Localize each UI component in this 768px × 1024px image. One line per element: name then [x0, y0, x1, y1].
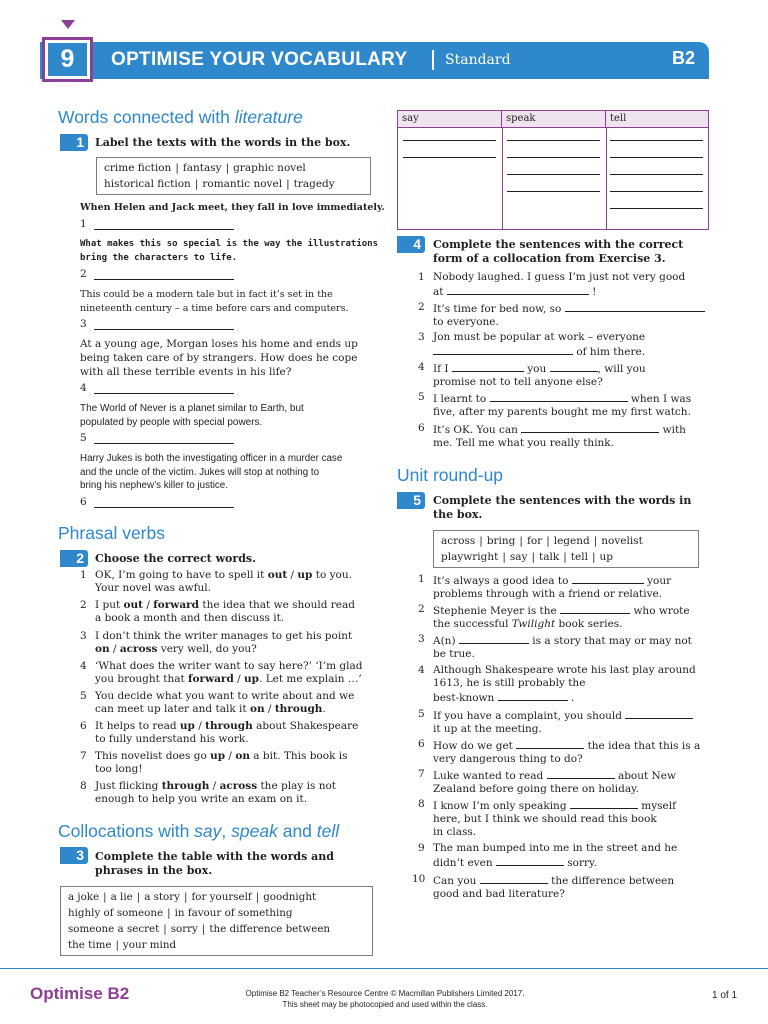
exercise-number-2: 2	[60, 550, 88, 567]
answer-blank[interactable]	[550, 361, 598, 372]
table-answer-line[interactable]	[507, 191, 600, 192]
table-answer-line[interactable]	[610, 174, 703, 175]
footer-brand: Optimise B2	[30, 984, 130, 1003]
option[interactable]: through	[274, 703, 323, 716]
unit-badge	[42, 37, 93, 82]
word-box-row: crime fiction | fantasy | graphic novel	[104, 162, 306, 174]
answer-number: 1	[80, 218, 87, 230]
answer-line-2[interactable]	[94, 279, 234, 280]
page-title: OPTIMISE YOUR VOCABULARY	[111, 49, 408, 70]
option[interactable]: through	[205, 720, 253, 732]
table-header-tell: tell	[606, 111, 708, 128]
exercise-3-instruction: Complete the table with the words and phrases in the box.	[95, 850, 334, 877]
table-answer-line[interactable]	[610, 140, 703, 141]
exercise-5-instruction: Complete the sentences with the words in the box.	[433, 494, 692, 521]
table-answer-line[interactable]	[610, 191, 703, 192]
table-header-speak: speak	[502, 111, 606, 128]
answer-blank[interactable]	[547, 768, 615, 779]
footer-divider	[0, 968, 768, 969]
level-code: B2	[672, 48, 696, 68]
answer-blank[interactable]	[516, 738, 584, 749]
section-heading-phrasal-verbs: Phrasal verbs	[58, 523, 165, 543]
option[interactable]: on	[95, 643, 110, 656]
text-6: Harry Jukes is both the investigating officer in a murder case and the uncle of the victim. Jukes will stop at nothing to bring his nephew’s killer to justice.	[80, 453, 343, 491]
table-answer-line[interactable]	[610, 208, 703, 209]
option[interactable]: through	[161, 780, 210, 792]
option[interactable]: up	[179, 720, 195, 732]
answer-blank[interactable]	[447, 284, 589, 295]
exercise-2-instruction: Choose the correct words.	[95, 552, 256, 565]
text-3: This could be a modern tale but in fact it’s set in the nineteenth century – a time before cars and computers.	[80, 289, 349, 314]
exercise-1-instruction: Label the texts with the words in the box.	[95, 136, 351, 149]
answer-blank[interactable]	[570, 798, 638, 809]
option[interactable]: up	[297, 569, 313, 581]
exercise-number-3: 3	[60, 847, 88, 864]
exercise-number-5: 5	[397, 492, 425, 509]
answer-line-1[interactable]	[94, 229, 234, 230]
option[interactable]: across	[119, 643, 158, 656]
option[interactable]: up	[244, 673, 260, 686]
exercise-4-instruction: Complete the sentences with the correct form of a collocation from Exercise 3.	[433, 238, 684, 265]
answer-blank[interactable]	[452, 361, 524, 372]
option[interactable]: on	[235, 750, 250, 762]
option[interactable]: across	[219, 780, 258, 792]
answer-blank[interactable]	[572, 573, 644, 584]
answer-blank[interactable]	[625, 708, 693, 719]
word-box-ex1	[96, 157, 371, 195]
answer-number: 5	[80, 432, 87, 444]
answer-blank[interactable]	[490, 391, 628, 402]
section-heading-unit-round-up: Unit round-up	[397, 465, 504, 485]
section-heading-literature: Words connected with literature	[58, 107, 303, 127]
answer-number: 3	[80, 318, 87, 330]
answer-number: 6	[80, 496, 87, 508]
page-number: 1 of 1	[712, 990, 738, 1001]
answer-number: 2	[80, 268, 87, 280]
answer-blank[interactable]	[496, 855, 564, 866]
word-box-ex5: across | bring | for | legend | novelist playwright | say | talk | tell | up	[433, 530, 699, 568]
option[interactable]: on	[249, 703, 265, 716]
answer-blank[interactable]	[459, 633, 529, 644]
word-box-row: historical fiction | romantic novel | tragedy	[104, 178, 335, 190]
table-answer-line[interactable]	[507, 140, 600, 141]
word-box-ex3: a joke | a lie | a story | for yourself | goodnight highly of someone | in favour of something someone a secret | sorry | the difference between the time | your mind	[60, 886, 373, 956]
exercise-number-1: 1	[60, 134, 88, 151]
option[interactable]: out	[267, 569, 288, 581]
text-5: The World of Never is a planet similar to Earth, but populated by people with special powers.	[80, 403, 304, 428]
option[interactable]: out	[123, 599, 144, 611]
unit-number: 9	[48, 43, 87, 76]
answer-number: 4	[80, 382, 87, 394]
header-divider	[432, 50, 434, 70]
section-heading-collocations: Collocations with say, speak and tell	[58, 821, 340, 841]
answer-blank[interactable]	[560, 603, 630, 614]
text-4: At a young age, Morgan loses his home and ends up being taken care of by strangers. How does he cope with all these terrible events in his life?	[80, 338, 358, 378]
table-answer-line[interactable]	[507, 174, 600, 175]
table-answer-line[interactable]	[507, 157, 600, 158]
option[interactable]: forward	[188, 673, 234, 686]
table-answer-line[interactable]	[403, 157, 496, 158]
table-answer-line[interactable]	[610, 157, 703, 158]
option[interactable]: forward	[153, 599, 200, 611]
answer-line-4[interactable]	[94, 393, 234, 394]
exercise-number-4: 4	[397, 236, 425, 253]
answer-blank[interactable]	[565, 301, 705, 312]
option[interactable]: up	[210, 750, 226, 762]
text-2: What makes this so special is the way the illustrations bring the characters to life.	[80, 239, 379, 263]
collocation-table	[397, 110, 709, 230]
answer-blank[interactable]	[480, 873, 548, 884]
table-header-say: say	[398, 111, 502, 128]
footer-copyright: Optimise B2 Teacher’s Resource Centre © Macmillan Publishers Limited 2017. This sheet may be photocopied and used within the class.	[245, 989, 525, 1009]
text-1: When Helen and Jack meet, they fall in love immediately.	[80, 202, 385, 213]
level-label: Standard	[445, 52, 511, 68]
answer-blank[interactable]	[433, 344, 573, 355]
unit-pointer-icon	[61, 20, 75, 29]
table-answer-line[interactable]	[403, 140, 496, 141]
answer-line-5[interactable]	[94, 443, 234, 444]
answer-blank[interactable]	[521, 422, 659, 433]
answer-line-6[interactable]	[94, 507, 234, 508]
answer-blank[interactable]	[498, 690, 568, 701]
answer-line-3[interactable]	[94, 329, 234, 330]
